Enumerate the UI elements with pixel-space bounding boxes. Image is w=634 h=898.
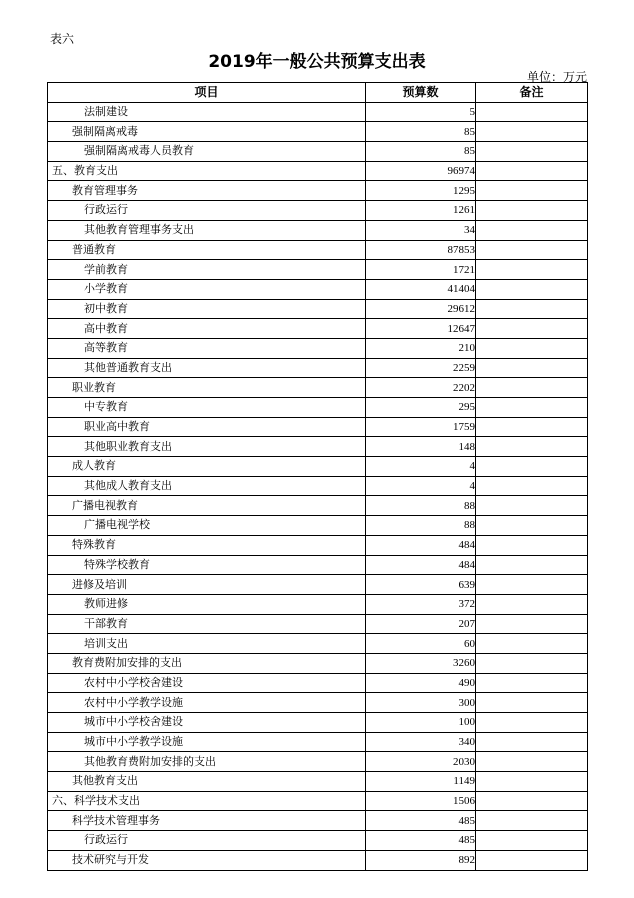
row-remark (476, 594, 588, 614)
row-item-name: 行政运行 (48, 831, 366, 851)
table-row (48, 653, 588, 673)
table-row (48, 535, 588, 555)
table-row (48, 791, 588, 811)
row-remark (476, 535, 588, 555)
row-budget-amount: 485 (366, 811, 476, 831)
table-row (48, 201, 588, 221)
table-row (48, 476, 588, 496)
table-row (48, 693, 588, 713)
row-item-name: 干部教育 (48, 614, 366, 634)
row-remark (476, 378, 588, 398)
table-body (48, 102, 588, 870)
row-remark (476, 713, 588, 733)
row-item-name: 科学技术管理事务 (48, 811, 366, 831)
row-item-name: 培训支出 (48, 634, 366, 654)
row-item-name: 职业教育 (48, 378, 366, 398)
row-item-name: 其他成人教育支出 (48, 476, 366, 496)
table-row (48, 457, 588, 477)
table-number-label: 表六 (50, 32, 75, 46)
row-budget-amount: 892 (366, 850, 476, 870)
row-item-name: 职业高中教育 (48, 417, 366, 437)
row-remark (476, 732, 588, 752)
row-remark (476, 791, 588, 811)
table-row (48, 752, 588, 772)
row-budget-amount: 1295 (366, 181, 476, 201)
row-budget-amount: 210 (366, 338, 476, 358)
table-row (48, 260, 588, 280)
row-budget-amount: 485 (366, 831, 476, 851)
row-remark (476, 437, 588, 457)
row-budget-amount: 96974 (366, 161, 476, 181)
row-budget-amount: 490 (366, 673, 476, 693)
row-budget-amount: 60 (366, 634, 476, 654)
row-budget-amount: 1506 (366, 791, 476, 811)
row-remark (476, 831, 588, 851)
row-remark (476, 358, 588, 378)
row-budget-amount: 88 (366, 516, 476, 536)
row-item-name: 城市中小学教学设施 (48, 732, 366, 752)
row-budget-amount: 5 (366, 102, 476, 122)
row-remark (476, 102, 588, 122)
row-budget-amount: 639 (366, 575, 476, 595)
table-row (48, 594, 588, 614)
row-item-name: 农村中小学教学设施 (48, 693, 366, 713)
row-budget-amount: 87853 (366, 240, 476, 260)
table-row (48, 575, 588, 595)
header-amount: 预算数 (366, 83, 476, 103)
row-item-name: 小学教育 (48, 279, 366, 299)
row-item-name: 五、教育支出 (48, 161, 366, 181)
table-row (48, 850, 588, 870)
page-title: 2019年一般公共预算支出表 (208, 52, 426, 72)
row-budget-amount: 4 (366, 476, 476, 496)
row-item-name: 进修及培训 (48, 575, 366, 595)
row-item-name: 强制隔离戒毒 (48, 122, 366, 142)
row-remark (476, 398, 588, 418)
row-budget-amount: 1149 (366, 772, 476, 792)
row-budget-amount: 4 (366, 457, 476, 477)
row-item-name: 教师进修 (48, 594, 366, 614)
row-item-name: 教育费附加安排的支出 (48, 653, 366, 673)
header-remark: 备注 (476, 83, 588, 103)
table-row (48, 614, 588, 634)
row-remark (476, 319, 588, 339)
row-remark (476, 338, 588, 358)
table-row (48, 279, 588, 299)
row-item-name: 技术研究与开发 (48, 850, 366, 870)
row-remark (476, 181, 588, 201)
row-item-name: 法制建设 (48, 102, 366, 122)
row-remark (476, 811, 588, 831)
row-budget-amount: 2259 (366, 358, 476, 378)
row-remark (476, 279, 588, 299)
table-row (48, 732, 588, 752)
table-row (48, 220, 588, 240)
row-remark (476, 240, 588, 260)
row-item-name: 其他普通教育支出 (48, 358, 366, 378)
row-budget-amount: 300 (366, 693, 476, 713)
table-row (48, 181, 588, 201)
row-remark (476, 142, 588, 162)
row-remark (476, 476, 588, 496)
row-budget-amount: 85 (366, 122, 476, 142)
row-budget-amount: 100 (366, 713, 476, 733)
table-row (48, 398, 588, 418)
row-budget-amount: 29612 (366, 299, 476, 319)
row-item-name: 强制隔离戒毒人员教育 (48, 142, 366, 162)
row-budget-amount: 1261 (366, 201, 476, 221)
row-budget-amount: 340 (366, 732, 476, 752)
row-item-name: 高等教育 (48, 338, 366, 358)
row-budget-amount: 1759 (366, 417, 476, 437)
row-remark (476, 516, 588, 536)
row-item-name: 其他教育支出 (48, 772, 366, 792)
row-budget-amount: 2030 (366, 752, 476, 772)
row-remark (476, 653, 588, 673)
table-row (48, 338, 588, 358)
row-budget-amount: 85 (366, 142, 476, 162)
row-item-name: 农村中小学校舍建设 (48, 673, 366, 693)
table-row (48, 437, 588, 457)
table-row (48, 122, 588, 142)
row-budget-amount: 2202 (366, 378, 476, 398)
row-budget-amount: 12647 (366, 319, 476, 339)
row-remark (476, 417, 588, 437)
header-item: 项目 (48, 83, 366, 103)
table-row (48, 811, 588, 831)
row-item-name: 六、科学技术支出 (48, 791, 366, 811)
row-item-name: 行政运行 (48, 201, 366, 221)
row-remark (476, 122, 588, 142)
row-remark (476, 555, 588, 575)
row-item-name: 城市中小学校舍建设 (48, 713, 366, 733)
row-budget-amount: 484 (366, 555, 476, 575)
row-item-name: 教育管理事务 (48, 181, 366, 201)
table-row (48, 319, 588, 339)
row-item-name: 广播电视教育 (48, 496, 366, 516)
row-remark (476, 201, 588, 221)
table-row (48, 358, 588, 378)
table-row (48, 142, 588, 162)
row-remark (476, 457, 588, 477)
budget-table (47, 82, 588, 871)
row-item-name: 特殊学校教育 (48, 555, 366, 575)
table-row (48, 240, 588, 260)
row-remark (476, 693, 588, 713)
table-row (48, 516, 588, 536)
table-row (48, 673, 588, 693)
row-item-name: 广播电视学校 (48, 516, 366, 536)
row-item-name: 中专教育 (48, 398, 366, 418)
row-remark (476, 299, 588, 319)
row-budget-amount: 148 (366, 437, 476, 457)
row-budget-amount: 88 (366, 496, 476, 516)
row-budget-amount: 295 (366, 398, 476, 418)
table-row (48, 299, 588, 319)
row-item-name: 高中教育 (48, 319, 366, 339)
row-item-name: 其他教育费附加安排的支出 (48, 752, 366, 772)
row-item-name: 其他教育管理事务支出 (48, 220, 366, 240)
table-row (48, 831, 588, 851)
row-budget-amount: 34 (366, 220, 476, 240)
table-row (48, 555, 588, 575)
table-row (48, 772, 588, 792)
row-item-name: 特殊教育 (48, 535, 366, 555)
table-row (48, 634, 588, 654)
row-budget-amount: 1721 (366, 260, 476, 280)
table-row (48, 102, 588, 122)
table-row (48, 496, 588, 516)
row-remark (476, 220, 588, 240)
row-item-name: 其他职业教育支出 (48, 437, 366, 457)
row-budget-amount: 41404 (366, 279, 476, 299)
row-remark (476, 673, 588, 693)
row-budget-amount: 207 (366, 614, 476, 634)
row-remark (476, 260, 588, 280)
table-row (48, 417, 588, 437)
row-remark (476, 634, 588, 654)
row-remark (476, 850, 588, 870)
table-row (48, 378, 588, 398)
row-remark (476, 614, 588, 634)
row-item-name: 普通教育 (48, 240, 366, 260)
row-item-name: 初中教育 (48, 299, 366, 319)
row-remark (476, 496, 588, 516)
row-remark (476, 161, 588, 181)
table-header-row (48, 83, 588, 103)
row-budget-amount: 3260 (366, 653, 476, 673)
table-row (48, 161, 588, 181)
row-item-name: 学前教育 (48, 260, 366, 280)
table-row (48, 713, 588, 733)
unit-label: 单位：万元 (526, 70, 587, 84)
row-budget-amount: 484 (366, 535, 476, 555)
row-item-name: 成人教育 (48, 457, 366, 477)
row-remark (476, 752, 588, 772)
row-remark (476, 575, 588, 595)
row-budget-amount: 372 (366, 594, 476, 614)
row-remark (476, 772, 588, 792)
